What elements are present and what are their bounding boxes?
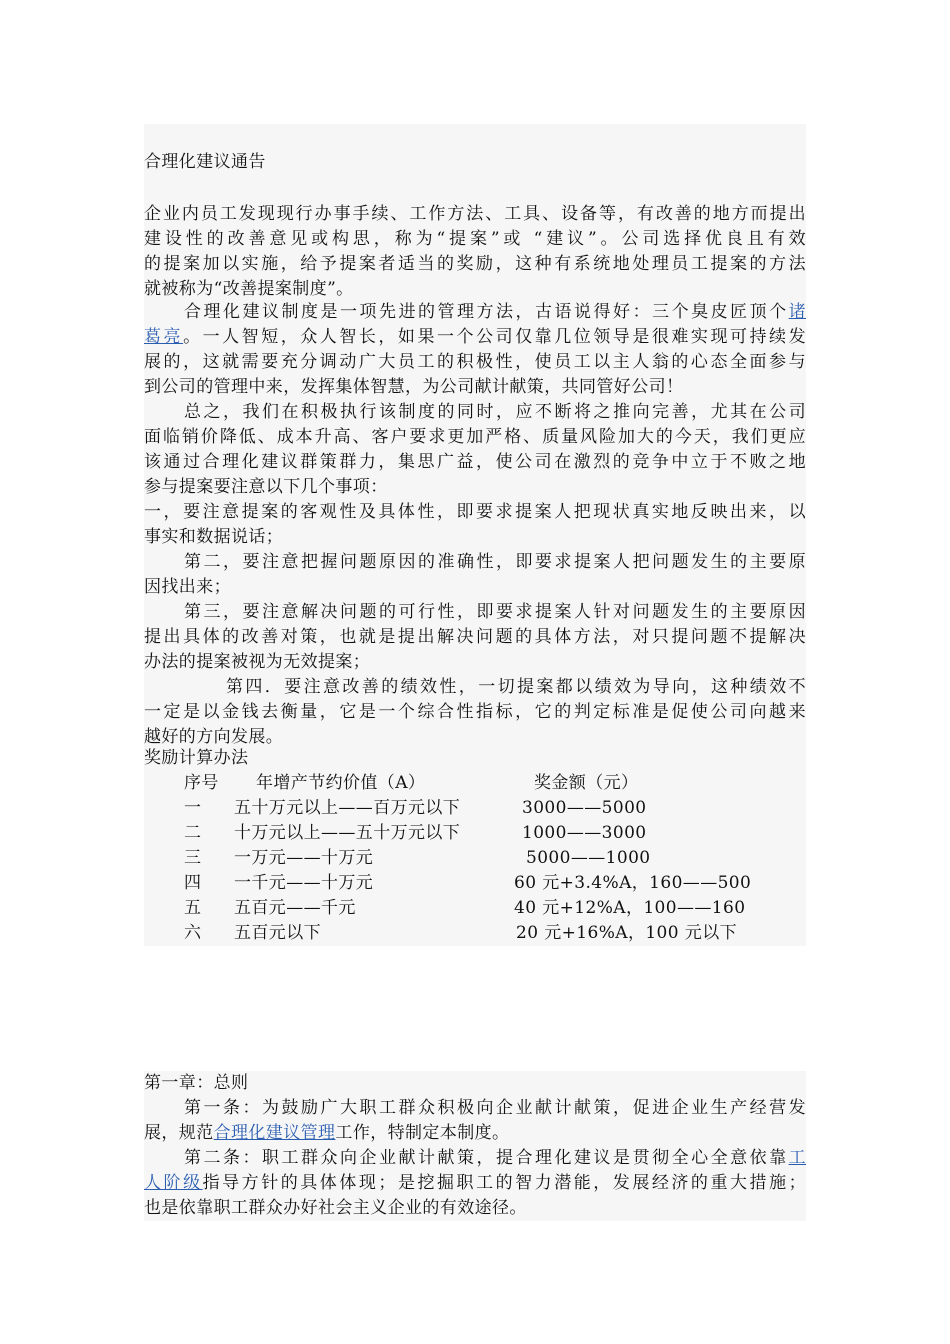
notice-section [144,124,806,748]
reward-table-section [144,748,806,946]
table-row [144,796,806,821]
paragraph-line: 总之，我们在积极执行该制度的同时，应不断将之推向完善，尤其在公司 [184,402,806,422]
row-value: 十万元以上——五十万元以下 [234,823,461,843]
row-index: 一 [184,798,202,818]
paragraph-line: 到公司的管理中来，发挥集体智慧，为公司献计献策，共同管好公司！ [144,377,684,397]
table-row [144,871,806,896]
row-amount: 5000——1000 [526,848,651,868]
row-index: 四 [184,873,202,893]
paragraph-line [144,300,806,325]
item-line: 事实和数据说话； [144,527,284,547]
table-row [144,821,806,846]
chapter-heading: 第一章：总则 [144,1073,249,1093]
intro-line: 就被称为“改善提案制度”。 [144,279,354,299]
row-index: 六 [184,923,202,943]
paragraph-text: 。一人智短，众人智长，如果一个公司仅靠几位领导是很难实现可持续发 [183,327,806,347]
row-amount: 60 元+3.4%A，160——500 [514,873,752,893]
article-line [144,1171,806,1196]
row-value: 一万元——十万元 [234,848,374,868]
chapter-section [144,1071,806,1221]
row-value: 五十万元以上——百万元以下 [234,798,461,818]
header-cell: 序号 [184,773,219,793]
row-index: 五 [184,898,202,918]
table-row [144,921,806,946]
table-row [144,896,806,921]
table-row [144,846,806,871]
management-link[interactable]: 合理化建议管理 [213,1123,336,1143]
item-line: 办法的提案被视为无效提案； [144,652,371,672]
article-line [144,1146,806,1171]
header-cell: 年增产节约价值（A） [256,773,426,793]
item-line: 一定是以金钱去衡量，它是一个综合性指标，它的判定标准是促使公司向越来 [144,702,806,722]
reward-heading: 奖励计算办法 [144,748,249,768]
paragraph-line: 该通过合理化建议群策群力，集思广益，使公司在激烈的竞争中立于不败之地 [144,452,806,472]
intro-line: 建设性的改善意见或构思，称为“提案”或 “建议”。公司选择优良且有效 [144,229,806,249]
item-line: 越好的方向发展。 [144,727,284,747]
item-line: 提出具体的改善对策，也就是提出解决问题的具体方法，对只提问题不提解决 [144,627,806,647]
paragraph-line [144,325,806,350]
row-amount: 40 元+12%A，100——160 [514,898,746,918]
row-amount: 1000——3000 [522,823,647,843]
page-title: 合理化建议通告 [144,152,266,172]
working-class-link[interactable]: 工 [788,1148,806,1168]
row-amount: 3000——5000 [522,798,647,818]
row-value: 一千元——十万元 [234,873,374,893]
paragraph-line: 展的，这就需要充分调动广大员工的积极性，使员工以主人翁的心态全面参与 [144,352,806,372]
row-amount: 20 元+16%A，100 元以下 [516,923,737,943]
article-text: 指导方针的具体体现；是挖掘职工的智力潜能，发展经济的重大措施； [202,1173,806,1193]
item-line: 一，要注意提案的客观性及具体性，即要求提案人把现状真实地反映出来，以 [144,502,806,522]
article-text: 第二条：职工群众向企业献计献策，提合理化建议是贯彻全心全意依靠 [184,1148,789,1168]
article-line: 第一条：为鼓励广大职工群众积极向企业献计献策，促进企业生产经营发 [184,1098,806,1118]
article-text: 展，规范 [144,1123,214,1143]
row-value: 五百元——千元 [234,898,356,918]
paragraph-text: 合理化建议制度是一项先进的管理方法，古语说得好：三个臭皮匠顶个 [184,302,789,322]
item-line: 第四．要注意改善的绩效性，一切提案都以绩效为导向，这种绩效不 [226,677,806,697]
article-text: 工作，特制定本制度。 [335,1123,510,1143]
paragraph-line: 面临销价降低、成本升高、客户要求更加严格、质量风险加大的今天，我们更应 [144,427,806,447]
row-index: 三 [184,848,202,868]
intro-line: 的提案加以实施，给予提案者适当的奖励，这种有系统地处理员工提案的方法 [144,254,806,274]
row-value: 五百元以下 [234,923,321,943]
item-line: 因找出来； [144,577,231,597]
header-cell: 奖金额（元） [534,773,639,793]
zhugeliang-link[interactable]: 葛亮 [144,327,184,347]
paragraph-line: 参与提案要注意以下几个事项： [144,477,388,497]
working-class-link[interactable]: 人阶级 [144,1173,203,1193]
zhugeliang-link[interactable]: 诸 [788,302,806,322]
item-line: 第二，要注意把握问题原因的准确性，即要求提案人把问题发生的主要原 [184,552,806,572]
row-index: 二 [184,823,202,843]
item-line: 第三，要注意解决问题的可行性，即要求提案人针对问题发生的主要原因 [184,602,806,622]
table-header-row [144,771,806,796]
article-line [144,1121,806,1146]
intro-line: 企业内员工发现现行办事手续、工作方法、工具、设备等，有改善的地方而提出 [144,204,806,224]
article-line: 也是依靠职工群众办好社会主义企业的有效途径。 [144,1198,527,1218]
